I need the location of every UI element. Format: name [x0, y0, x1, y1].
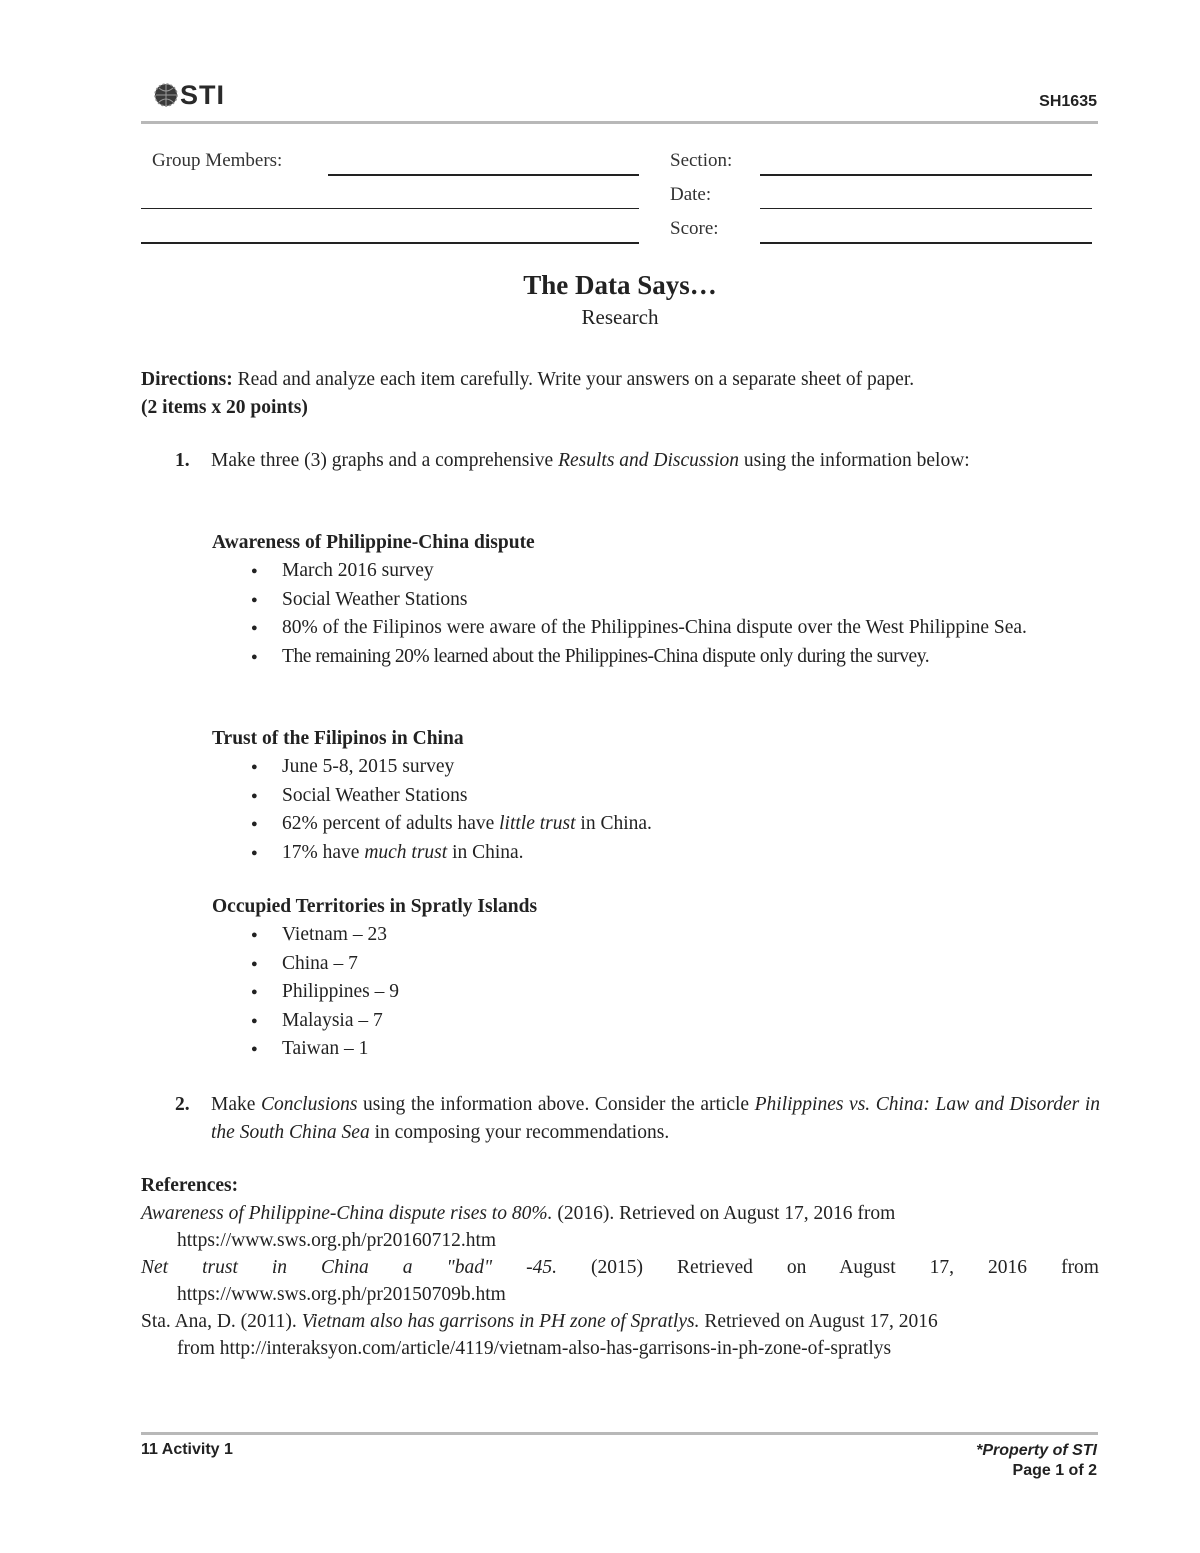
reference-3 — [141, 1308, 1099, 1362]
directions — [141, 366, 1101, 422]
list-item: ● Malaysia – 7 — [212, 1007, 1102, 1036]
list-item: ● Social Weather Stations — [212, 782, 1102, 811]
reference-3-author: Sta. Ana, D. (2011). — [141, 1311, 302, 1332]
reference-3-rest: Retrieved on August 17, 2016 — [699, 1311, 938, 1332]
globe-logo-icon — [152, 80, 178, 110]
page-subtitle: Research — [581, 305, 659, 329]
item-2 — [175, 1091, 1100, 1147]
group-members-line-3[interactable] — [141, 242, 639, 244]
trust-bullet3-italic: little trust — [499, 813, 576, 835]
list-item: ● The remaining 20% learned about the Philippines-China dispute only during the survey. — [212, 643, 1102, 672]
reference-2-title: Net trust in China a "bad" -45. — [141, 1257, 558, 1278]
reference-1 — [141, 1200, 1099, 1254]
reference-1-title: Awareness of Philippine-China dispute rises to 80%. — [141, 1203, 553, 1224]
item-2-number: 2. — [175, 1094, 190, 1115]
item-2-text-c: in composing your recommendations. — [369, 1122, 670, 1143]
footer-right — [976, 1441, 1097, 1481]
territories-heading: Occupied Territories in Spratly Islands — [212, 896, 538, 917]
list-item: ● March 2016 survey — [212, 557, 1102, 586]
item-2-text-a: Make — [211, 1094, 261, 1115]
group-members-line-1[interactable] — [328, 174, 639, 176]
item-1-text-italic: Results and Discussion — [558, 450, 739, 471]
references-heading: References: — [141, 1175, 239, 1196]
sti-logo — [152, 80, 225, 110]
trust-section — [212, 725, 1102, 867]
item-2-text-italic-1: Conclusions — [260, 1094, 358, 1115]
document-code: SH1635 — [1039, 93, 1097, 110]
score-label: Score: — [670, 218, 719, 239]
item-2-text-b: using the information above. Consider the article — [357, 1094, 755, 1115]
list-item — [212, 839, 1102, 868]
trust-bullet3-b: in China. — [575, 813, 652, 835]
reference-2-rest: (2015) Retrieved on August 17, 2016 from — [557, 1257, 1099, 1278]
directions-label: Directions: — [141, 369, 233, 390]
list-item: ● Philippines – 9 — [212, 978, 1102, 1007]
section-label: Section: — [670, 150, 733, 171]
list-item: ● China – 7 — [212, 950, 1102, 979]
trust-heading: Trust of the Filipinos in China — [212, 728, 464, 749]
item-2-text — [211, 1091, 1100, 1147]
trust-list — [212, 753, 1102, 867]
territories-list — [212, 921, 1102, 1064]
item-2-text-italic-2: Philippines vs. China: Law and Disorder in the South China Sea — [211, 1094, 1100, 1143]
list-item — [212, 810, 1102, 839]
reference-3-url[interactable]: from http://interaksyon.com/article/4119/vietnam-also-has-garrisons-in-ph-zone-of-spratlys — [177, 1338, 892, 1359]
item-1-text-a: Make three (3) graphs and a comprehensive — [211, 450, 559, 471]
directions-points: (2 items x 20 points) — [141, 397, 308, 418]
trust-bullet4-a: 17% have — [282, 841, 365, 863]
page-title: The Data Says… — [523, 270, 717, 300]
item-1 — [175, 447, 1100, 475]
awareness-list — [212, 557, 1102, 671]
item-1-number: 1. — [175, 450, 190, 471]
list-item: ● Taiwan – 1 — [212, 1035, 1102, 1064]
footer-page-number: Page 1 of 2 — [1012, 1462, 1097, 1479]
date-label: Date: — [670, 184, 712, 205]
reference-1-url[interactable]: https://www.sws.org.ph/pr20160712.htm — [177, 1230, 497, 1251]
logo-text: STI — [180, 79, 226, 110]
trust-bullet4-b: in China. — [447, 841, 524, 863]
trust-bullet3-a: 62% percent of adults have — [282, 813, 500, 835]
awareness-section — [212, 529, 1102, 671]
list-item: ● Social Weather Stations — [212, 586, 1102, 615]
group-members-label: Group Members: — [152, 150, 283, 171]
list-item: ● June 5-8, 2015 survey — [212, 753, 1102, 782]
reference-3-title: Vietnam also has garrisons in PH zone of Spratlys. — [301, 1311, 700, 1332]
footer-property: *Property of STI — [976, 1442, 1097, 1459]
territories-section — [212, 893, 1102, 1064]
reference-1-rest: (2016). Retrieved on August 17, 2016 from — [552, 1203, 896, 1224]
footer-activity: 11 Activity 1 — [141, 1441, 233, 1458]
list-item: ● 80% of the Filipinos were aware of the Philippines-China dispute over the West Philippine Sea. — [212, 614, 1102, 643]
section-line[interactable] — [760, 174, 1092, 176]
score-line[interactable] — [760, 242, 1092, 244]
list-item: ● Vietnam – 23 — [212, 921, 1102, 950]
reference-2-url[interactable]: https://www.sws.org.ph/pr20150709b.htm — [177, 1284, 506, 1305]
footer-rule — [141, 1432, 1098, 1435]
header-rule — [141, 121, 1098, 124]
date-line[interactable] — [760, 208, 1092, 209]
directions-text: Read and analyze each item carefully. Write your answers on a separate sheet of paper. — [232, 369, 915, 390]
group-members-line-2[interactable] — [141, 208, 639, 209]
references — [141, 1172, 1099, 1362]
trust-bullet4-italic: much trust — [364, 841, 448, 863]
awareness-heading: Awareness of Philippine-China dispute — [212, 532, 535, 553]
reference-2 — [141, 1254, 1099, 1308]
item-1-text — [211, 447, 1100, 475]
item-1-text-b: using the information below: — [739, 450, 970, 471]
